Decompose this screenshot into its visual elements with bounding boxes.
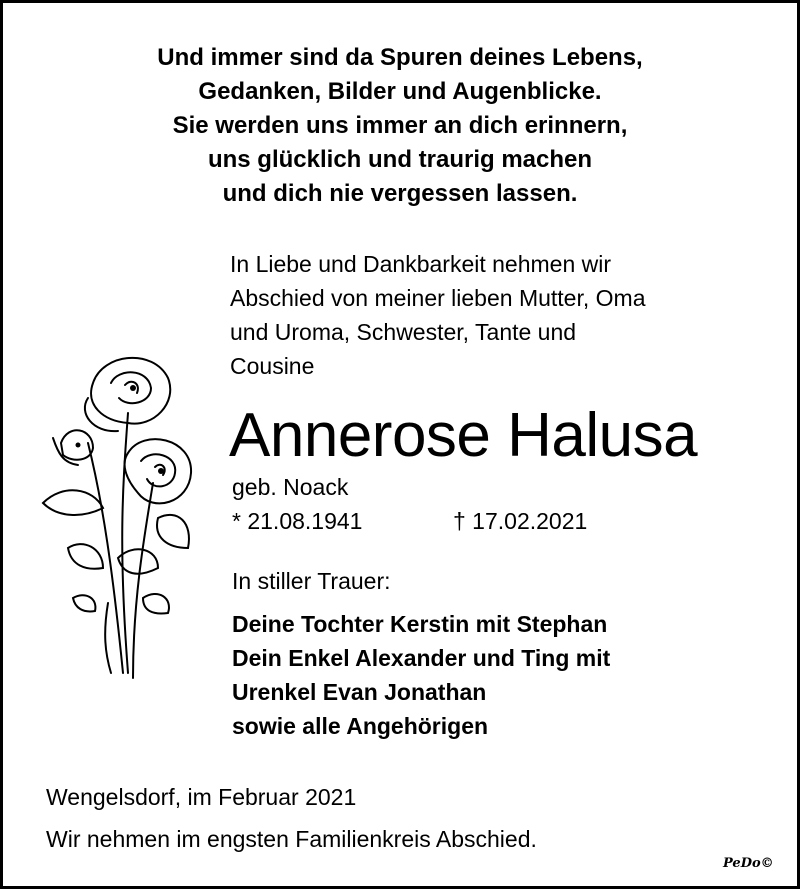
publisher-signature: PeDo© xyxy=(723,856,774,871)
place-date: Wengelsdorf, im Februar 2021 xyxy=(46,784,357,810)
mourners-list xyxy=(232,607,610,743)
mourner-line: Dein Enkel Alexander und Ting mit xyxy=(232,645,611,671)
mourner-line: sowie alle Angehörigen xyxy=(232,713,489,739)
poem-line: und dich nie vergessen lassen. xyxy=(222,180,578,207)
death-date: † 17.02.2021 xyxy=(453,508,588,534)
poem-line: Und immer sind da Spuren deines Lebens, xyxy=(157,44,643,71)
mourner-line: Urenkel Evan Jonathan xyxy=(232,679,487,705)
poem-line: uns glücklich und traurig machen xyxy=(207,146,593,173)
maiden-name: geb. Noack xyxy=(232,474,349,500)
poem xyxy=(3,41,797,211)
deceased-name: Annerose Halusa xyxy=(229,401,698,470)
intro-line: und Uroma, Schwester, Tante und xyxy=(230,319,577,345)
birth-date: * 21.08.1941 xyxy=(232,508,363,534)
poem-line: Sie werden uns immer an dich erinnern, xyxy=(172,112,628,139)
poem-line: Gedanken, Bilder und Augenblicke. xyxy=(198,78,602,105)
intro-line: In Liebe und Dankbarkeit nehmen wir xyxy=(230,251,612,277)
rose-illustration-icon xyxy=(33,343,203,693)
intro-line: Abschied von meiner lieben Mutter, Oma xyxy=(230,285,646,311)
mourner-line: Deine Tochter Kerstin mit Stephan xyxy=(232,611,608,637)
intro-text xyxy=(230,247,750,383)
farewell-note: Wir nehmen im engsten Familienkreis Abschied. xyxy=(46,826,537,852)
mourning-label: In stiller Trauer: xyxy=(232,568,391,594)
intro-line: Cousine xyxy=(230,353,315,379)
